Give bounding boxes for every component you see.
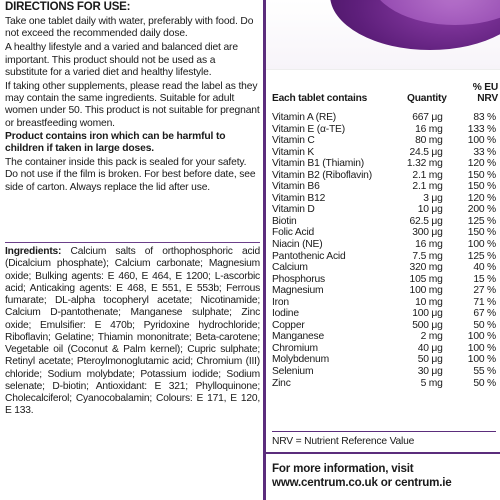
nutrient-name: Folic Acid xyxy=(272,227,315,239)
nutrient-quantity: 100 μg xyxy=(412,308,443,320)
nutrient-quantity: 50 μg xyxy=(417,354,443,366)
directions-paragraph-4: The container inside this pack is sealed for your safety. Do not use if the film is broken. For best before date, see side of carton. Always replace the lid after use. xyxy=(5,157,256,193)
nutrient-row xyxy=(272,297,498,309)
nutrient-nrv: 150 % xyxy=(467,227,496,239)
nutrient-nrv: 100 % xyxy=(467,135,496,147)
nutrient-nrv: 27 % xyxy=(473,285,496,297)
nutrient-nrv: 120 % xyxy=(467,158,496,170)
col-header-nrv xyxy=(453,82,498,112)
nutrient-nrv: 200 % xyxy=(467,204,496,216)
nutrient-nrv: 100 % xyxy=(467,342,496,354)
nutrient-row xyxy=(272,331,498,343)
nutrient-quantity: 80 mg xyxy=(415,135,443,147)
nutrient-name: Vitamin E (α-TE) xyxy=(272,123,345,135)
nutrient-name: Iron xyxy=(272,296,289,308)
nutrient-quantity: 10 μg xyxy=(417,204,443,216)
col-header-nrv-text: % EU NRV xyxy=(472,82,498,104)
ingredients-section xyxy=(5,246,260,500)
nutrient-row xyxy=(272,216,498,228)
nutrient-nrv: 33 % xyxy=(473,146,496,158)
nutrient-row xyxy=(272,158,498,170)
nutrient-name: Vitamin B6 xyxy=(272,181,320,193)
nutrient-nrv: 100 % xyxy=(467,331,496,343)
nutrient-name: Vitamin C xyxy=(272,135,315,147)
nutrient-name: Selenium xyxy=(272,366,314,378)
nutrient-quantity: 2.1 mg xyxy=(412,181,443,193)
directions-section xyxy=(5,0,260,243)
nutrient-quantity: 7.5 mg xyxy=(412,250,443,262)
nutrient-quantity: 500 μg xyxy=(412,319,443,331)
nutrient-nrv: 150 % xyxy=(467,169,496,181)
nutrient-name: Magnesium xyxy=(272,285,324,297)
nutrient-name: Biotin xyxy=(272,215,297,227)
nutrient-row xyxy=(272,181,498,193)
nutrition-table xyxy=(272,82,498,389)
nutrition-header-row xyxy=(272,82,498,112)
nutrient-name: Vitamin B2 (Riboflavin) xyxy=(272,169,372,181)
footer-website: www.centrum.co.uk or centrum.ie xyxy=(272,475,452,489)
col-header-name: Each tablet contains xyxy=(272,93,368,104)
directions-heading: DIRECTIONS FOR USE: xyxy=(5,1,131,13)
footer-info xyxy=(272,462,498,489)
nutrient-quantity: 2 mg xyxy=(420,331,443,343)
nutrient-name: Vitamin B1 (Thiamin) xyxy=(272,158,364,170)
nutrition-table-body xyxy=(272,112,498,389)
nutrient-name: Calcium xyxy=(272,262,308,274)
nutrient-row xyxy=(272,366,498,378)
nutrient-quantity: 105 mg xyxy=(409,273,443,285)
nutrient-nrv: 71 % xyxy=(473,296,496,308)
nutrient-row xyxy=(272,354,498,366)
nutrient-row xyxy=(272,285,498,297)
nutrient-row xyxy=(272,204,498,216)
col-header-quantity: Quantity xyxy=(406,93,447,104)
nrv-note: NRV = Nutrient Reference Value xyxy=(272,431,496,447)
nutrient-quantity: 24.5 μg xyxy=(409,146,443,158)
nutrient-quantity: 667 μg xyxy=(412,112,443,123)
nutrient-quantity: 300 μg xyxy=(412,227,443,239)
nutrition-table-wrapper xyxy=(272,82,498,389)
ingredients-label: Ingredients: xyxy=(5,246,62,257)
nutrient-name: Manganese xyxy=(272,331,325,343)
nutrient-row xyxy=(272,308,498,320)
nutrient-name: Vitamin D xyxy=(272,204,315,216)
directions-paragraph-3: If taking other supplements, please read the label as they may contain the same ingredients. Suitable for adult women under 50. This product is not suitable for pregnant or breastfeeding women. xyxy=(5,81,260,129)
nutrient-row xyxy=(272,251,498,263)
nutrient-quantity: 3 μg xyxy=(423,192,443,204)
nutrient-name: Iodine xyxy=(272,308,299,320)
nutrient-nrv: 50 % xyxy=(473,319,496,331)
nutrient-nrv: 125 % xyxy=(467,215,496,227)
nutrient-name: Vitamin A (RE) xyxy=(272,112,336,123)
nutrient-nrv: 40 % xyxy=(473,262,496,274)
nutrient-quantity: 2.1 mg xyxy=(412,169,443,181)
nutrient-nrv: 150 % xyxy=(467,181,496,193)
nutrient-nrv: 55 % xyxy=(473,366,496,378)
ingredients-text: Calcium salts of orthophosphoric acid (Dicalcium phosphate); Calcium carbonate; Magnesium oxide; Bulking agents: E 460, E 464, E 1200; L-ascorbic acid; Anticaking agents: E 468, E 551, E 553b; Ferrous fumarate; DL-alpha tocopheryl acetate; Nicotinamide; Calcium D-pantothenate; Manganese sulphate; Zinc oxide; Emulsifier: E 470b; Pyridoxine hydrochloride; Riboflavin; Gelatine; Thiamin mononitrate; Beta-carotene; Vegetable oil (Coconut & Palm kernel); Cupric sulphate; Retinyl acetate; Pteroylmonoglutamic acid; Chromium (III) chloride; Sodium molybdate; Potassium iodide; Sodium selenate; D-biotin; Antioxidant: E 321; Phylloquinone; Cholecalciferol; Cyanocobalamin; Colours: E 171, E 120, E 133. xyxy=(5,246,260,417)
footer-line-1: For more information, visit xyxy=(272,462,414,475)
nutrient-name: Copper xyxy=(272,319,305,331)
nutrient-quantity: 62.5 μg xyxy=(409,215,443,227)
nutrient-row xyxy=(272,135,498,147)
nutrient-row xyxy=(272,378,498,390)
directions-paragraph-2: A healthy lifestyle and a varied and balanced diet are important. This product should not be used as a substitute for a varied diet and healthy lifestyle. xyxy=(5,42,238,78)
footer-divider xyxy=(266,452,500,454)
nutrient-row xyxy=(272,124,498,136)
nutrient-quantity: 16 mg xyxy=(415,239,443,251)
nutrient-nrv: 83 % xyxy=(473,112,496,123)
nutrient-quantity: 1.32 mg xyxy=(406,158,443,170)
nutrient-name: Niacin (NE) xyxy=(272,239,323,251)
nutrient-row xyxy=(272,227,498,239)
brand-banner xyxy=(266,0,500,70)
iron-warning: Product contains iron which can be harmful to children if taken in large doses. xyxy=(5,130,226,155)
nutrient-nrv: 133 % xyxy=(467,123,496,135)
nutrient-quantity: 10 mg xyxy=(415,296,443,308)
nutrient-name: Vitamin B12 xyxy=(272,192,326,204)
nutrient-row xyxy=(272,170,498,182)
nutrient-name: Chromium xyxy=(272,342,318,354)
directions-paragraph-1: Take one tablet daily with water, preferably with food. Do not exceed the recommended daily dose. xyxy=(5,16,254,40)
nutrient-name: Pantothenic Acid xyxy=(272,250,346,262)
nutrient-row xyxy=(272,320,498,332)
nutrient-row xyxy=(272,147,498,159)
nutrient-quantity: 100 mg xyxy=(409,285,443,297)
nutrient-name: Molybdenum xyxy=(272,354,329,366)
nutrient-nrv: 15 % xyxy=(473,273,496,285)
nutrient-row xyxy=(272,112,498,124)
nutrient-name: Vitamin K xyxy=(272,146,315,158)
nutrient-row xyxy=(272,239,498,251)
nutrient-nrv: 100 % xyxy=(467,239,496,251)
nutrient-quantity: 30 μg xyxy=(417,366,443,378)
nutrient-nrv: 67 % xyxy=(473,308,496,320)
right-column xyxy=(266,0,500,500)
nutrient-row xyxy=(272,262,498,274)
nutrient-nrv: 120 % xyxy=(467,192,496,204)
nutrient-row xyxy=(272,274,498,286)
nutrient-name: Zinc xyxy=(272,377,291,389)
nutrient-quantity: 5 mg xyxy=(420,377,443,389)
nutrient-quantity: 320 mg xyxy=(409,262,443,274)
nutrient-nrv: 125 % xyxy=(467,250,496,262)
nutrient-quantity: 16 mg xyxy=(415,123,443,135)
nutrient-row xyxy=(272,343,498,355)
nutrient-nrv: 50 % xyxy=(473,377,496,389)
nutrient-name: Phosphorus xyxy=(272,273,325,285)
nutrient-nrv: 100 % xyxy=(467,354,496,366)
nutrient-row xyxy=(272,193,498,205)
nutrient-quantity: 40 μg xyxy=(417,342,443,354)
